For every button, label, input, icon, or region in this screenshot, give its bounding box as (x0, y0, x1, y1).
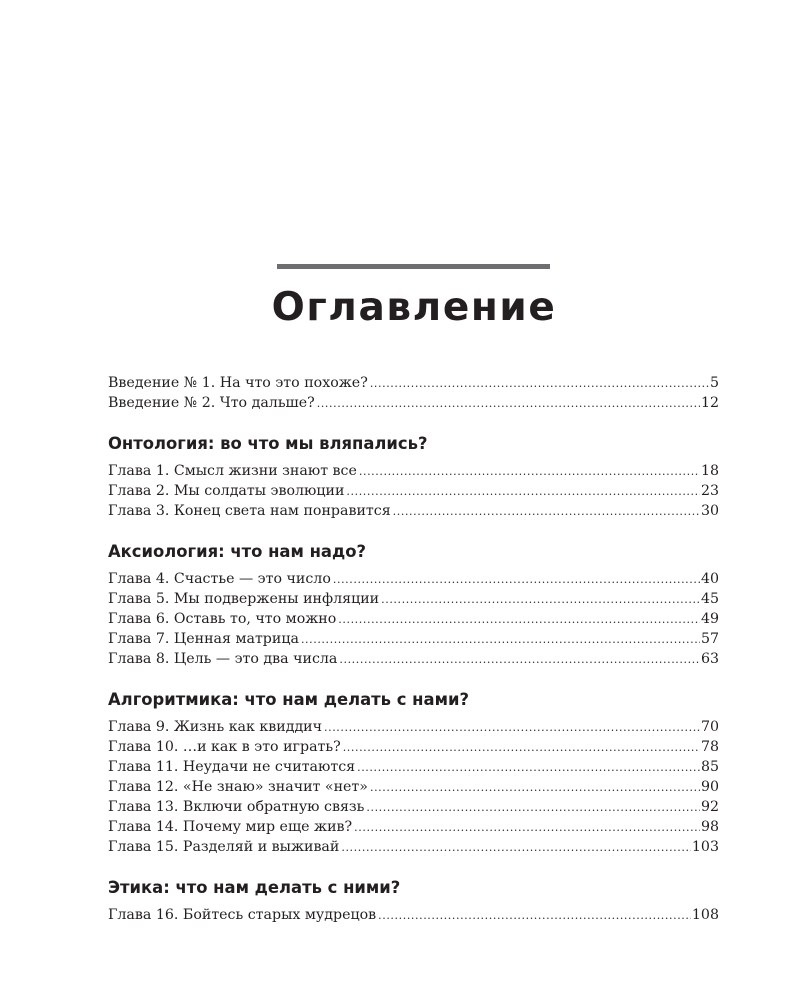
leader-dots (366, 798, 700, 818)
entry-page: 85 (700, 759, 719, 775)
leader-dots (341, 838, 691, 858)
entry-label: Глава 16. Бойтесь старых мудрецов (108, 907, 377, 923)
toc-entry[interactable] (108, 649, 719, 669)
entry-page: 63 (700, 651, 719, 667)
entry-page: 57 (700, 631, 719, 647)
entry-label: Глава 4. Счастье — это число (108, 571, 331, 587)
toc-entry[interactable] (108, 817, 719, 837)
toc-section-axiology (108, 541, 719, 669)
entry-page: 5 (709, 375, 719, 391)
entry-label: Глава 9. Жизнь как квиддич (108, 719, 323, 735)
leader-dots (359, 462, 700, 482)
leader-dots (370, 374, 709, 394)
toc-section-algorithmics (108, 689, 719, 857)
entry-label: Глава 7. Ценная матрица (108, 631, 299, 647)
leader-dots (354, 818, 700, 838)
toc-entry[interactable] (108, 569, 719, 589)
leader-dots (393, 502, 700, 522)
section-heading: Аксиология: что нам надо? (108, 542, 366, 561)
entry-label: Глава 3. Конец света нам понравится (108, 503, 391, 519)
title-rule (277, 264, 550, 269)
entry-page: 108 (691, 907, 719, 923)
entry-page: 92 (700, 799, 719, 815)
entry-page: 78 (700, 739, 719, 755)
entry-label: Глава 15. Разделяй и выживай (108, 839, 340, 855)
entry-page: 103 (691, 839, 719, 855)
leader-dots (317, 394, 700, 414)
toc-entry[interactable] (108, 777, 719, 797)
entry-label: Глава 12. «Не знаю» значит «нет» (108, 779, 368, 795)
leader-dots (324, 718, 700, 738)
leader-dots (357, 758, 700, 778)
leader-dots (301, 630, 700, 650)
toc-entry[interactable] (108, 757, 719, 777)
toc-entry[interactable] (108, 737, 719, 757)
toc-entry[interactable] (108, 629, 719, 649)
entry-page: 70 (700, 719, 719, 735)
entry-page: 90 (700, 779, 719, 795)
entry-label: Глава 5. Мы подвержены инфляции (108, 591, 380, 607)
entry-page: 49 (700, 611, 719, 627)
toc-section-ontology (108, 433, 719, 521)
entry-label: Глава 6. Оставь то, что можно (108, 611, 337, 627)
entry-label: Глава 1. Смысл жизни знают все (108, 463, 357, 479)
leader-dots (346, 482, 700, 502)
toc-entry[interactable] (108, 393, 719, 413)
entry-page: 45 (700, 591, 719, 607)
entry-label: Глава 14. Почему мир еще жив? (108, 819, 353, 835)
leader-dots (378, 906, 691, 926)
entry-label: Введение № 2. Что дальше? (108, 395, 315, 411)
section-heading: Алгоритмика: что нам делать с нами? (108, 690, 469, 709)
toc-entry[interactable] (108, 481, 719, 501)
toc-entry[interactable] (108, 461, 719, 481)
toc-entry[interactable] (108, 717, 719, 737)
entry-label: Глава 11. Неудачи не считаются (108, 759, 356, 775)
entry-page: 30 (700, 503, 719, 519)
leader-dots (343, 738, 700, 758)
toc-entry[interactable] (108, 501, 719, 521)
leader-dots (370, 778, 700, 798)
entry-label: Введение № 1. На что это похоже? (108, 375, 368, 391)
leader-dots (381, 590, 700, 610)
entry-page: 18 (700, 463, 719, 479)
entry-page: 98 (700, 819, 719, 835)
intro-group (108, 373, 719, 413)
entry-label: Глава 10. …и как в это играть? (108, 739, 341, 755)
entry-page: 12 (700, 395, 719, 411)
toc-entry[interactable] (108, 609, 719, 629)
toc-section-ethics (108, 877, 719, 925)
entry-label: Глава 8. Цель — это два числа (108, 651, 338, 667)
page-title: Оглавление (271, 285, 557, 330)
toc-entry[interactable] (108, 905, 719, 925)
entry-page: 23 (700, 483, 719, 499)
entry-label: Глава 2. Мы солдаты эволюции (108, 483, 345, 499)
leader-dots (333, 570, 700, 590)
section-heading: Этика: что нам делать с ними? (108, 878, 401, 897)
toc-entry[interactable] (108, 589, 719, 609)
toc-entry[interactable] (108, 837, 719, 857)
entry-label: Глава 13. Включи обратную связь (108, 799, 365, 815)
entry-page: 40 (700, 571, 719, 587)
toc-entry[interactable] (108, 373, 719, 393)
leader-dots (339, 650, 700, 670)
section-heading: Онтология: во что мы вляпались? (108, 434, 428, 453)
leader-dots (338, 610, 700, 630)
table-of-contents (108, 373, 719, 925)
toc-entry[interactable] (108, 797, 719, 817)
